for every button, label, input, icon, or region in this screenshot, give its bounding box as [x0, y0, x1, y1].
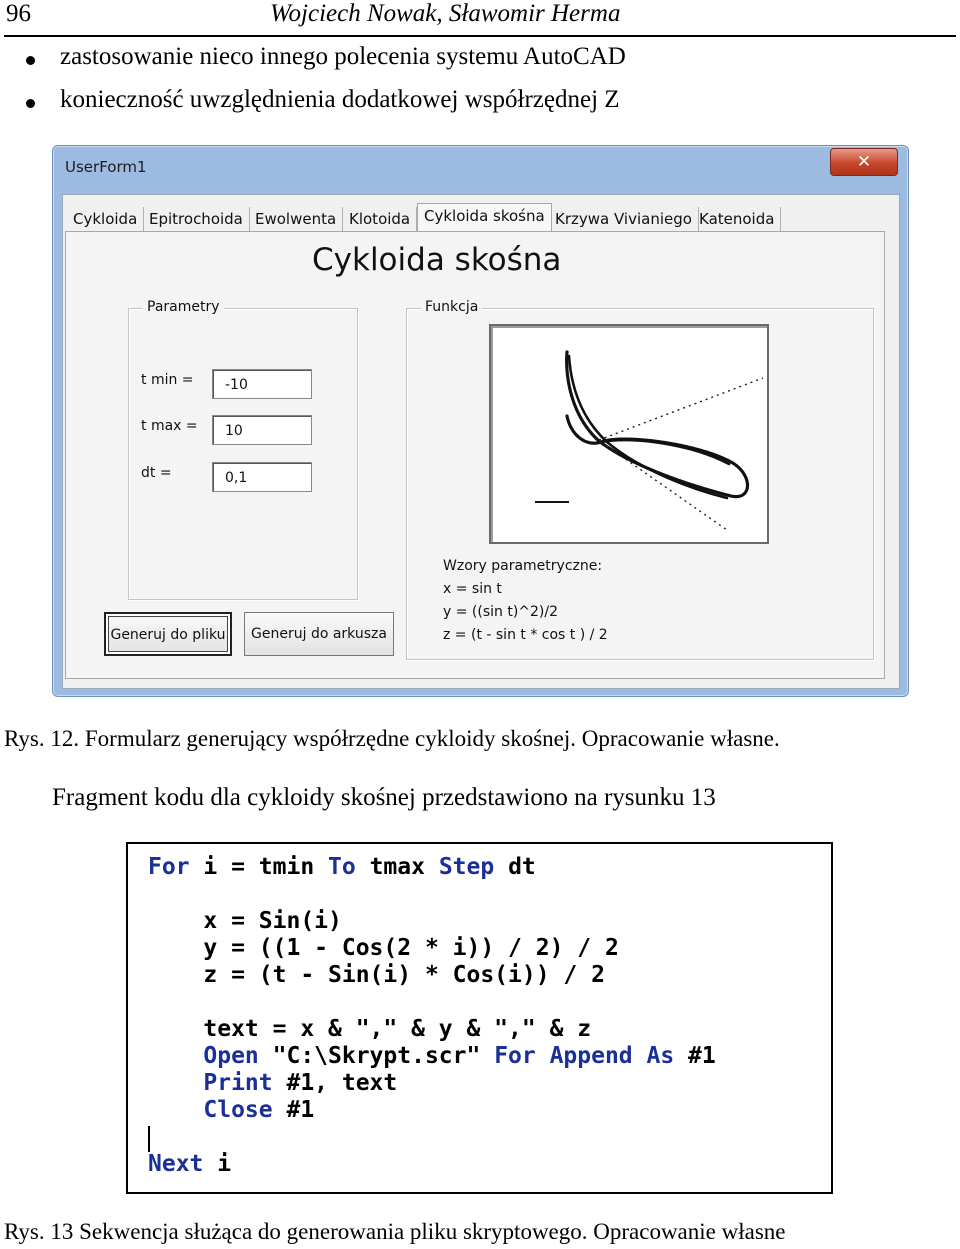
code-line-print	[148, 1070, 397, 1096]
tab-klotoida[interactable]: Klotoida	[343, 207, 417, 231]
code-keyword: Next	[148, 1151, 204, 1177]
bullet-text: konieczność uwzględnienia dodatkowej współrzędnej Z	[60, 86, 620, 113]
formula-x: x = sin t	[443, 581, 502, 597]
tmax-input[interactable]: 10	[212, 415, 312, 445]
header-rule	[4, 35, 956, 37]
figure-13-caption: Rys. 13 Sekwencja służąca do generowania pliku skryptowego. Opracowanie własne	[4, 1219, 786, 1244]
generate-to-file-button[interactable]: Generuj do pliku	[104, 612, 232, 656]
formula-header: Wzory parametryczne:	[443, 558, 603, 574]
code-text: i = tmin	[189, 854, 329, 880]
code-text: #1, text	[272, 1070, 398, 1096]
code-line-for	[148, 854, 536, 880]
curve-plot-image	[489, 324, 769, 544]
parameters-frame	[128, 299, 358, 600]
code-keyword: For	[148, 854, 190, 880]
code-line-text: text = x & "," & y & "," & z	[148, 1016, 592, 1042]
bullet-dot-icon	[26, 56, 35, 65]
tmin-label: t min =	[141, 372, 194, 388]
bullet-dot-icon	[26, 99, 35, 108]
dt-input[interactable]: 0,1	[212, 462, 312, 492]
userform-window	[52, 145, 909, 697]
formula-z: z = (t - sin t * cos t ) / 2	[443, 627, 608, 643]
tab-ewolwenta[interactable]: Ewolwenta	[249, 207, 343, 231]
code-text: tmax	[355, 854, 439, 880]
code-line-x: x = Sin(i)	[148, 908, 342, 934]
close-button[interactable]: ✕	[830, 148, 898, 176]
code-text: "C:\Skrypt.scr"	[258, 1043, 495, 1069]
code-listing	[126, 842, 833, 1194]
tmin-input[interactable]: -10	[212, 369, 312, 399]
generate-to-sheet-button[interactable]: Generuj do arkusza	[244, 612, 394, 656]
code-keyword: Step	[438, 854, 495, 880]
tmax-label: t max =	[141, 418, 198, 434]
code-keyword: Print	[148, 1070, 273, 1096]
running-header-authors: Wojciech Nowak, Sławomir Herma	[270, 0, 621, 27]
code-line-close	[148, 1097, 314, 1123]
tab-krzywa-vivianiego[interactable]: Krzywa Vivianiego	[549, 207, 699, 231]
body-paragraph: Fragment kodu dla cykloidy skośnej przedstawiono na rysunku 13	[52, 784, 716, 811]
code-line-y: y = ((1 - Cos(2 * i)) / 2) / 2	[148, 935, 619, 961]
window-client-area	[62, 194, 900, 689]
oblique-cycloid-curve	[491, 326, 767, 542]
form-heading: Cykloida skośna	[312, 242, 562, 278]
code-line-next	[148, 1151, 231, 1177]
code-keyword: Open	[148, 1043, 259, 1069]
code-keyword: To	[328, 854, 356, 880]
figure-12-caption: Rys. 12. Formularz generujący współrzędne cykloidy skośnej. Opracowanie własne.	[4, 726, 780, 751]
parameters-frame-caption: Parametry	[143, 299, 224, 315]
tab-cykloida[interactable]: Cykloida	[67, 207, 144, 231]
function-frame-caption: Funkcja	[421, 299, 482, 315]
code-text: #1	[674, 1043, 716, 1069]
code-text: i	[203, 1151, 232, 1177]
bullet-text: zastosowanie nieco innego polecenia systemu AutoCAD	[60, 43, 626, 70]
page-number: 96	[6, 0, 31, 27]
tab-katenoida[interactable]: Katenoida	[693, 207, 781, 231]
tab-page-cykloida-skosna	[65, 231, 885, 679]
code-text: #1	[272, 1097, 315, 1123]
formula-y: y = ((sin t)^2)/2	[443, 604, 559, 620]
tab-epitrochoida[interactable]: Epitrochoida	[143, 207, 250, 231]
code-text: dt	[494, 854, 536, 880]
tab-cykloida-skosna[interactable]: Cykloida skośna	[417, 203, 552, 233]
window-title: UserForm1	[65, 158, 147, 176]
code-line-z: z = (t - Sin(i) * Cos(i)) / 2	[148, 962, 605, 988]
code-keyword: For Append As	[494, 1043, 675, 1069]
text-cursor	[148, 1126, 150, 1152]
code-line-open	[148, 1043, 716, 1069]
dt-label: dt =	[141, 465, 172, 481]
code-keyword: Close	[148, 1097, 273, 1123]
function-frame	[406, 299, 874, 660]
